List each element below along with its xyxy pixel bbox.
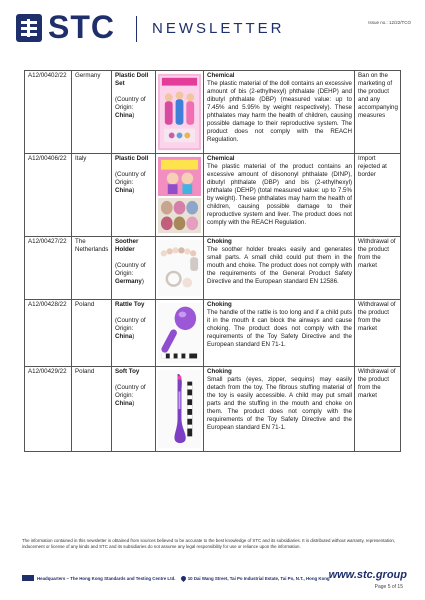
risk-title: Chemical [207,155,235,162]
soother-holder-image [158,239,201,297]
website-link[interactable]: www.stc.group [328,569,407,581]
product-name: Plastic Doll Set [115,72,149,87]
disclaimer: The information contained in this newsletter is obtained from sources believed to be accurate to the best knowledge of STC and its subsidiaries. It is distributed without warranty, representation, inducement or license of any kinds and STC and its subsidiaries do not assume any legal responsibility for use or reliance upon the information. [22,538,396,549]
reference-cell: A12/00427/22 [25,237,72,300]
table-row [25,71,401,154]
origin-text: (Country of Origin: China) [115,317,146,340]
product-image-cell [156,154,204,237]
measure-cell: Import rejected at border [355,154,401,237]
risk-description: The handle of the rattle is too long and if a child puts it in the mouth it can block the airways and cause choking. The product does not comply with the requirements of the Toy Safety Directive and the European standard EN 71-1. [207,309,352,348]
recall-table [24,70,401,452]
stc-logo-icon [16,14,42,42]
table-row [25,367,401,452]
product-image-cell [156,300,204,367]
reference-cell: A12/00406/22 [25,154,72,237]
reference-cell: A12/00429/22 [25,367,72,452]
product-cell [112,367,156,452]
product-name: Soother Holder [115,238,139,253]
risk-description: Small parts (eyes, zipper, sequins) may easily detach from the toy. The fibrous stuffing material of the toy is easily accessible. A child may put small parts and the stuffing in the mouth and choke on them. The product does not comply with the requirements of the Toy Safety Directive and the European standard EN 71-1. [207,376,352,431]
hq-label: Headquarters – The Hong Kong Standards and Testing Centre Ltd. [37,576,176,581]
risk-description: The plastic material of the doll contains an excessive amount of bis (2-ethylhexyl) phthalate (DEHP) and dibutyl phthalate (DBP) (measured value: up to 7.45% and 5.95% by weight respectively). These phthalates may harm the health of children, causing possible damage to their reproductive system. The product does not comply with the REACH Regulation. [207,80,352,143]
product-cell [112,71,156,154]
origin-text: (Country of Origin: China) [115,96,146,119]
hq-address: 10 Dai Wang Street, Tai Po Industrial Estate, Tai Po, N.T., Hong Kong [187,576,330,581]
country-cell: The Netherlands [72,237,112,300]
risk-cell [204,300,355,367]
product-cell [112,237,156,300]
product-cell [112,154,156,237]
risk-description: The soother holder breaks easily and generates small parts. A small child could put them in the mouth and choke. The product does not comply with the requirements of the General Product Safety Directive and the European standard EN 12586. [207,246,352,285]
issue-number: Issue no.: 12/22/TCO [368,20,411,25]
location-pin-icon [180,575,187,582]
origin-text: (Country of Origin: China) [115,384,146,407]
page-header [0,0,425,58]
measure-cell: Withdrawal of the product from the market [355,237,401,300]
measure-cell: Withdrawal of the product from the market [355,367,401,452]
reference-cell: A12/00402/22 [25,71,72,154]
origin-text: (Country of Origin: China) [115,171,146,194]
country-cell: Italy [72,154,112,237]
building-icon [22,575,34,581]
newsletter-title: NEWSLETTER [152,20,285,37]
product-image-cell [156,237,204,300]
product-image-cell [156,71,204,154]
risk-cell [204,71,355,154]
risk-cell [204,367,355,452]
reference-cell: A12/00428/22 [25,300,72,367]
risk-cell [204,154,355,237]
risk-title: Chemical [207,72,235,79]
product-name: Soft Toy [115,368,140,375]
logo-text: STC [48,9,115,45]
table-row [25,300,401,367]
doll-set-image [158,73,201,151]
headquarters-info [22,575,330,581]
risk-title: Choking [207,368,232,375]
measure-cell: Ban on the marketing of the product and any accompanying measures [355,71,401,154]
country-cell: Poland [72,367,112,452]
table-row [25,154,401,237]
risk-cell [204,237,355,300]
product-image-cell [156,367,204,452]
product-name: Rattle Toy [115,301,145,308]
page-footer [0,566,425,600]
soft-toy-image [158,369,201,449]
measure-cell: Withdrawal of the product from the market [355,300,401,367]
plastic-doll-image [158,156,201,234]
risk-description: The plastic material of the product contains an excessive amount of diisononyl phthalate (DINP), dibutyl phthalate (DBP) and bis (2-ethylhexyl) phthalate (DEHP) (total measured value: up to 7.5% by weight). These phthalates may harm the health of children, causing possible damage to their reproductive system and liver. The product does not comply with the REACH Regulation. [207,163,352,226]
country-cell: Poland [72,300,112,367]
country-cell: Germany [72,71,112,154]
product-name: Plastic Doll [115,155,149,162]
header-divider [136,16,137,42]
product-cell [112,300,156,367]
risk-title: Choking [207,301,232,308]
page-number: Page 5 of 15 [374,584,403,590]
risk-title: Choking [207,238,232,245]
table-row [25,237,401,300]
origin-text: (Country of Origin: Germany) [115,262,146,285]
rattle-toy-image [158,302,201,364]
